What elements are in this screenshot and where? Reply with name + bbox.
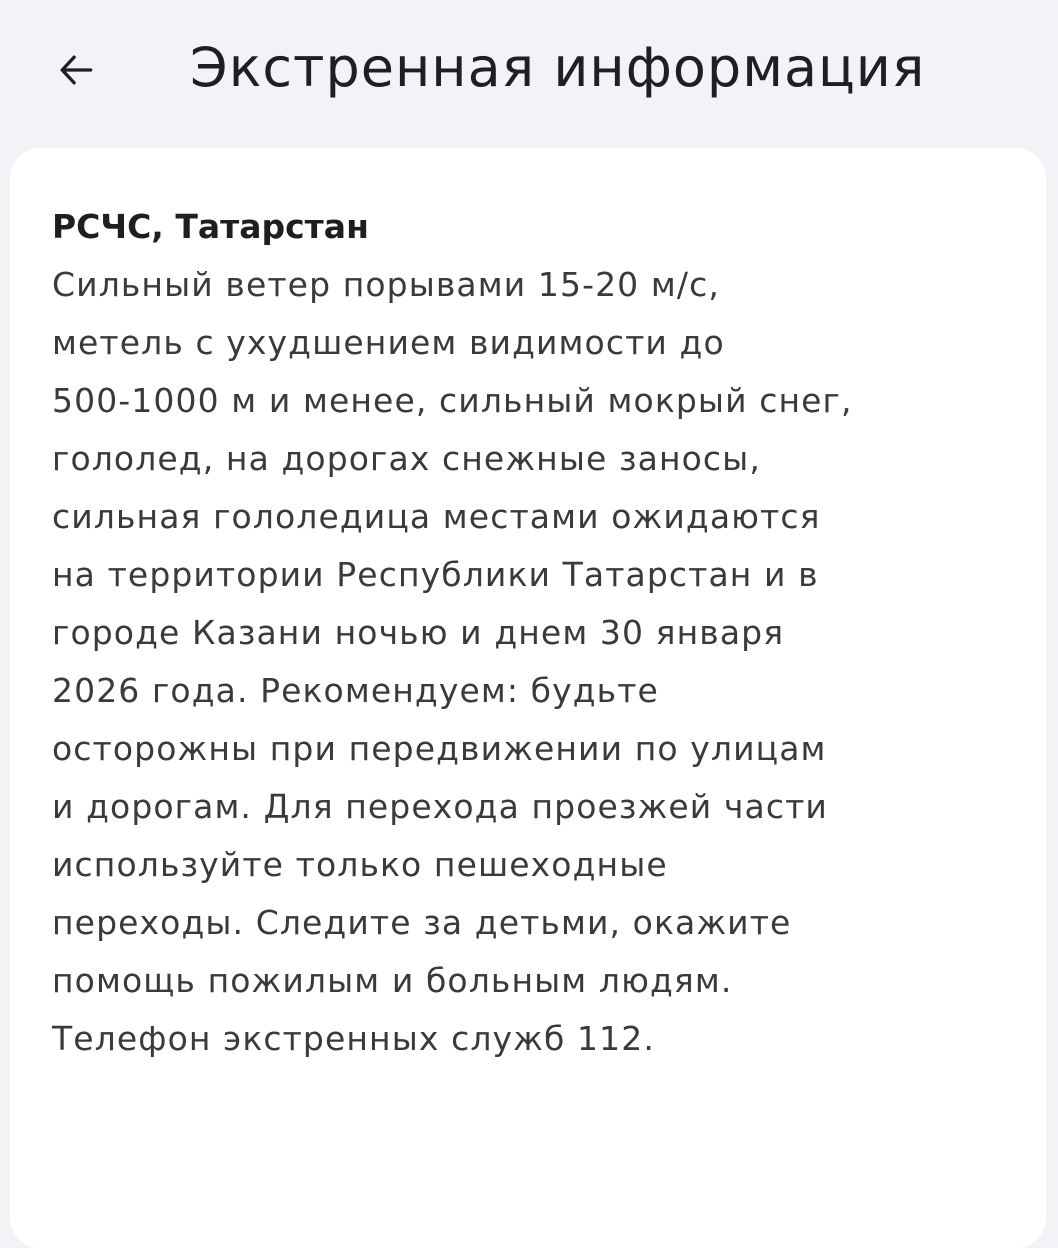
arrow-left-icon bbox=[54, 48, 98, 92]
alert-message-line: осторожны при передвижении по улицам bbox=[52, 729, 827, 768]
alert-message-line: используйте только пешеходные bbox=[52, 845, 668, 884]
page-title: Экстренная информация bbox=[190, 36, 926, 99]
alert-message-line: на территории Республики Татарстан и в bbox=[52, 555, 819, 594]
alert-message-line: Сильный ветер порывами 15-20 м/с, bbox=[52, 265, 720, 304]
alert-message-line: городе Казани ночью и днем 30 января bbox=[52, 613, 785, 652]
alert-message-line: сильная гололедица местами ожидаются bbox=[52, 497, 821, 536]
alert-message-line: переходы. Следите за детьми, окажите bbox=[52, 903, 792, 942]
alert-sender: РСЧС, Татарстан bbox=[52, 207, 369, 246]
alert-message-line: помощь пожилым и больным людям. bbox=[52, 961, 733, 1000]
alert-message-line: Телефон экстренных служб 112. bbox=[52, 1019, 655, 1058]
alert-card bbox=[10, 148, 1046, 1248]
back-button[interactable] bbox=[40, 34, 112, 106]
top-bar bbox=[0, 0, 1058, 140]
alert-message-line: метель с ухудшением видимости до bbox=[52, 323, 725, 362]
alert-message-line: 500-1000 м и менее, сильный мокрый снег, bbox=[52, 381, 853, 420]
alert-message bbox=[52, 256, 1012, 1068]
alert-message-line: 2026 года. Рекомендуем: будьте bbox=[52, 671, 659, 710]
alert-message-line: гололед, на дорогах снежные заносы, bbox=[52, 439, 761, 478]
alert-message-line: и дорогам. Для перехода проезжей части bbox=[52, 787, 828, 826]
alert-content bbox=[52, 198, 1012, 1068]
